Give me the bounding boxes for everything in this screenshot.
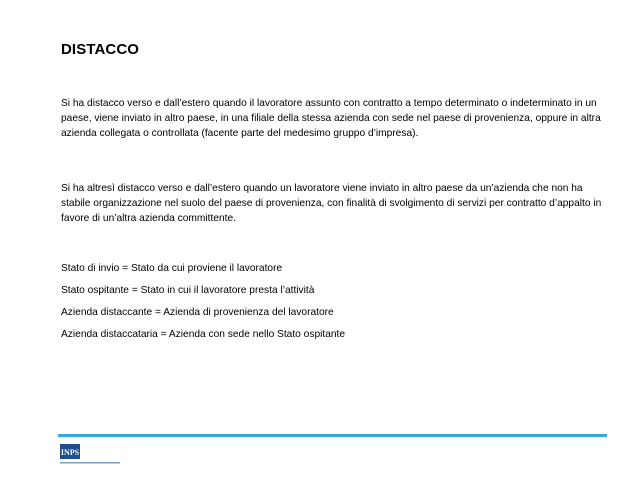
paragraph-distacco-definition: Si ha distacco verso e dall’estero quando il lavoratore assunto con contratto a tempo determinato o indeterminato in un paese, viene inviato in altro paese, in una filiale della stessa azienda con sede nel paese di provenienza, oppure in altra azienda collegata o controllata (facente parte del medesimo gruppo d’impresa). (61, 98, 601, 139)
slide-title: DISTACCO (61, 41, 140, 58)
logo-text: INPS (60, 448, 80, 457)
paragraph-distacco-additional: Si ha altresì distacco verso e dall’estero quando un lavoratore viene inviato in altro paese da un’azienda che non ha stabile organizzazione nel suolo del paese di provenienza, con finalità di svolgimento di servizi per contratto d’appalto in favore di un’altra azienda committente. (61, 183, 602, 224)
definition-azienda-distaccante: Azienda distaccante = Azienda di provenienza del lavoratore (61, 307, 334, 318)
definition-stato-ospitante: Stato ospitante = Stato in cui il lavoratore presta l’attività (61, 285, 315, 296)
definition-stato-di-invio: Stato di invio = Stato da cui proviene il lavoratore (61, 263, 283, 274)
footer-divider (58, 434, 607, 437)
definition-azienda-distaccataria: Azienda distaccataria = Azienda con sede nello Stato ospitante (61, 329, 346, 340)
inps-logo (60, 444, 130, 468)
